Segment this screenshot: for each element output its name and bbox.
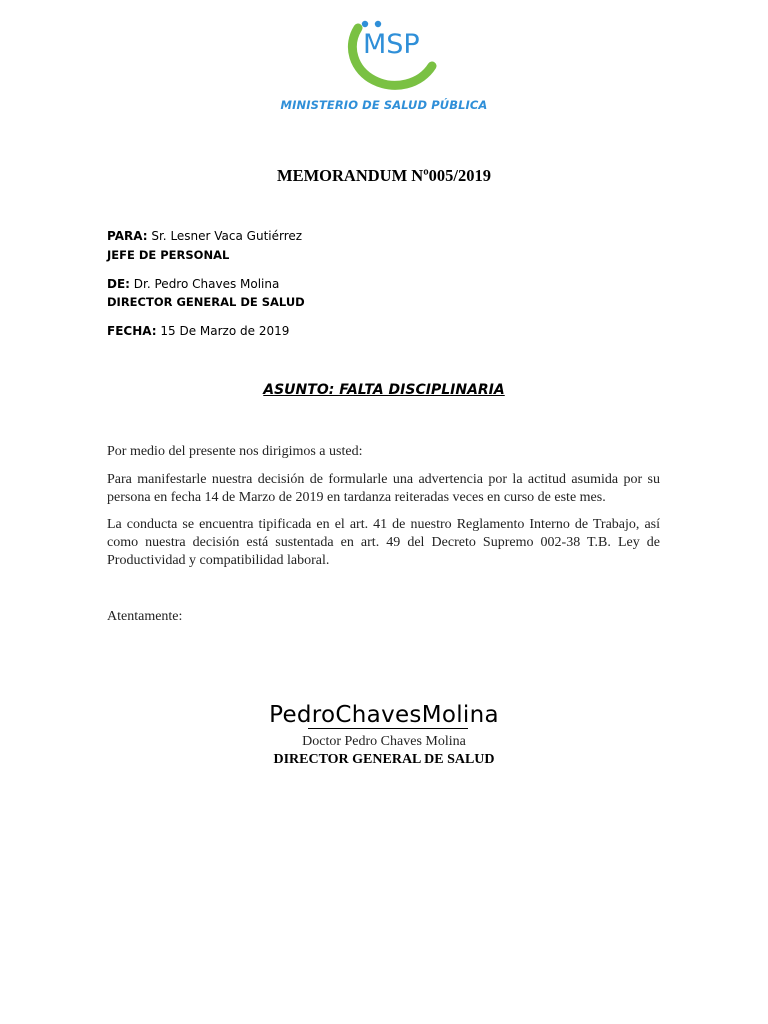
memo-title: MEMORANDUM Nº005/2019 [277,166,491,185]
field-de [107,275,279,293]
logo-text: MSP [363,29,420,60]
para-label: PARA: [107,229,148,243]
signature-handwritten: PedroChavesMolina [269,702,499,728]
logo-person-dot [362,21,368,27]
fecha-label: FECHA: [107,324,157,338]
msp-logo [336,16,440,100]
ministry-name: MINISTERIO DE SALUD PÚBLICA [280,98,488,112]
body-paragraph: La conducta se encuentra tipificada en el art. 41 de nuestro Reglamento Interno de Trabajo, así como nuestra decisión está sustentada en art. 49 del Decreto Supremo 002-38 T.B. Ley de Productividad y compatibilidad laboral. [107,517,660,568]
signatory-name: Doctor Pedro Chaves Molina [302,734,466,749]
de-role: DIRECTOR GENERAL DE SALUD [107,295,305,309]
closing: Atentamente: [107,609,183,624]
de-value: Dr. Pedro Chaves Molina [133,277,280,291]
field-fecha [107,322,289,340]
subject-heading: ASUNTO: FALTA DISCIPLINARIA [263,382,505,398]
field-para [107,227,302,245]
fecha-value: 15 De Marzo de 2019 [160,324,290,338]
signatory-role: DIRECTOR GENERAL DE SALUD [273,752,495,767]
para-role: JEFE DE PERSONAL [107,248,230,262]
body-paragraph: Para manifestarle nuestra decisión de formularle una advertencia por la actitud asumida por su persona en fecha 14 de Marzo de 2019 en tardanza reiteradas veces en curso de este mes. [107,472,660,505]
signature-line [308,728,468,729]
de-label: DE: [107,277,130,291]
para-value: Sr. Lesner Vaca Gutiérrez [151,229,303,243]
greeting: Por medio del presente nos dirigimos a usted: [107,444,363,459]
logo-person-dot [375,21,381,27]
